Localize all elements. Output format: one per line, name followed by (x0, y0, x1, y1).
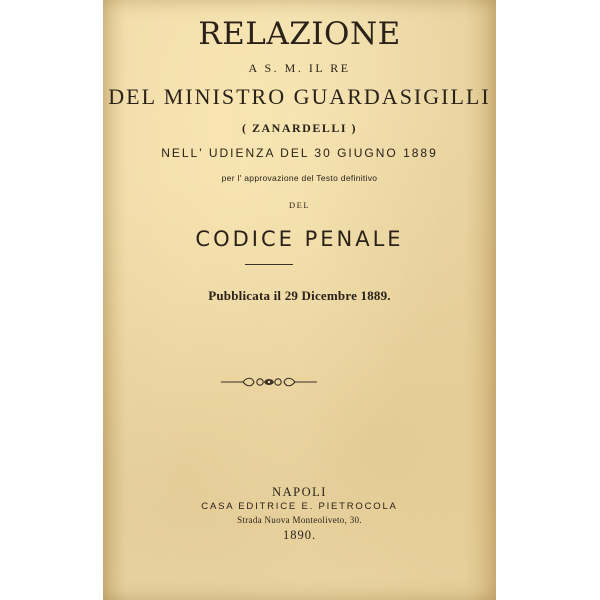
imprint-address: Strada Nuova Monteoliveto, 30. (237, 515, 362, 525)
imprint-year: 1890. (282, 528, 317, 542)
fleuron-ornament-icon (219, 375, 319, 389)
book-title-page (103, 0, 496, 600)
hearing-date-line: NELL' UDIENZA DEL 30 GIUGNO 1889 (161, 146, 438, 160)
divider-rule (245, 264, 293, 265)
publication-note: Pubblicata il 29 Dicembre 1889. (208, 288, 391, 303)
imprint-publisher: CASA EDITRICE E. PIETROCOLA (201, 501, 398, 512)
dedication-line: A S. M. IL RE (248, 61, 351, 75)
minister-name: ( ZANARDELLI ) (241, 121, 357, 135)
imprint-city: NAPOLI (272, 485, 327, 499)
book-title: RELAZIONE (198, 16, 401, 52)
author-line: DEL MINISTRO GUARDASIGILLI (108, 84, 491, 109)
subject-title: CODICE PENALE (195, 227, 404, 251)
purpose-line: per l' approvazione del Testo definitivo (221, 173, 378, 183)
connector-line: DEL (288, 200, 311, 210)
